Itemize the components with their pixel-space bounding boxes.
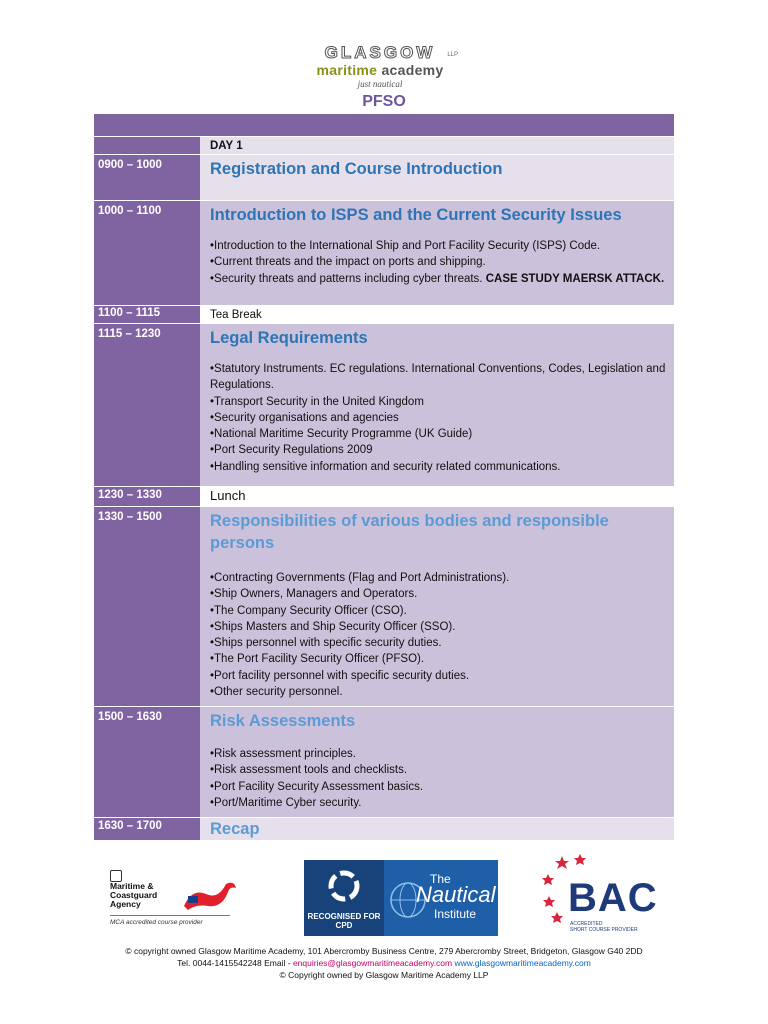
list-item: • Risk assessment principles. [210,746,666,762]
session-bullets [210,570,666,700]
session-title: Introduction to ISPS and the Current Security Issues [210,206,622,224]
list-item: • Security threats and patterns including cyber threats. CASE STUDY MAERSK ATTACK. [210,271,666,287]
footer-contact: Tel. 0044-1415542248 Email - enquiries@glasgowmaritimeacademy.com www.glasgowmaritimeacademy.com [177,958,591,968]
list-item: • Port facility personnel with specific security duties. [210,668,666,684]
session-cell [200,155,674,200]
session-cell [200,507,674,706]
list-item: • Ships Masters and Ship Security Officer (SSO). [210,619,666,635]
list-item: • The Port Facility Security Officer (PFSO). [210,651,666,667]
list-item: • Handling sensitive information and security related communications. [210,459,666,475]
list-item: • Introduction to the International Ship and Port Facility Security (ISPS) Code. [210,238,666,254]
email-link[interactable]: enquiries@glasgowmaritimeacademy.com [292,958,453,968]
session-cell [200,707,674,817]
footer-copyright: © Copyright owned by Glasgow Maritime Academy LLP [279,970,489,980]
list-item: • Port Security Regulations 2009 [210,442,666,458]
mca-subtitle: MCA accredited course provider [110,919,203,926]
table-row [94,200,674,305]
session-bullets [210,238,666,287]
time-cell: 1000 – 1100 [94,201,200,305]
table-row [94,506,674,706]
nautical-institute-logo [304,860,498,936]
day-label: DAY 1 [200,137,674,154]
table-row [94,305,674,323]
list-item: • Port Facility Security Assessment basics. [210,779,666,795]
table-row-day [94,136,674,154]
list-item: • Current threats and the impact on ports and shipping. [210,254,666,270]
time-cell: 1630 – 1700 [94,818,200,840]
session-title: Responsibilities of various bodies and responsible persons [210,512,609,552]
table-row [94,817,674,840]
session-label: Tea Break [200,306,674,323]
session-title: Legal Requirements [210,329,368,347]
red-ensign-icon [182,878,238,912]
time-cell: 1100 – 1115 [94,306,200,323]
bac-wordmark: BAC [568,876,658,920]
table-row [94,154,674,200]
session-title: Recap [210,820,260,838]
mca-logo [110,868,240,928]
session-title: Registration and Course Introduction [210,160,503,178]
session-bullets [210,746,666,811]
logo-subtitle: maritime academy [316,62,444,78]
footer-address: © copyright owned Glasgow Maritime Academy, 101 Abercromby Business Centre, 279 Abercromby Street, Bridgeton, Glasgow G40 2DD [125,946,643,956]
list-item: • National Maritime Security Programme (UK Guide) [210,426,666,442]
cpd-ring-icon [326,868,362,904]
table-row [94,486,674,506]
time-cell: 1500 – 1630 [94,707,200,817]
list-item: • The Company Security Officer (CSO). [210,603,666,619]
website-link[interactable]: www.glasgowmaritimeacademy.com [454,958,591,968]
time-cell: 1330 – 1500 [94,507,200,706]
course-schedule-table [94,114,674,840]
academy-logo [300,44,460,90]
list-item: • Transport Security in the United Kingdom [210,394,666,410]
list-item: • Ship Owners, Managers and Operators. [210,586,666,602]
logo-tagline: just nautical [357,79,403,89]
logo-wordmark: GLASGOW [324,43,436,62]
list-item: • Other security personnel. [210,684,666,700]
time-cell: 1115 – 1230 [94,324,200,486]
time-cell: 0900 – 1000 [94,155,200,200]
ni-institute: Institute [434,907,477,921]
time-cell-empty [94,137,200,154]
list-item: • Ships personnel with specific security duties. [210,635,666,651]
divider [110,915,230,916]
list-item: • Contracting Governments (Flag and Port Administrations). [210,570,666,586]
list-item: • Risk assessment tools and checklists. [210,762,666,778]
session-cell [200,324,674,486]
list-item: • Statutory Instruments. EC regulations. International Conventions, Codes, Legislation and Regulations. [210,361,666,394]
cpd-badge [304,860,384,936]
session-label: Lunch [200,487,674,506]
bac-subtitle: ACCREDITED SHORT COURSE PROVIDER [570,921,638,933]
session-cell [200,818,674,840]
bac-logo [540,854,670,934]
ni-nautical: Nautical [416,882,496,907]
logo-llp: LLP [447,52,458,58]
time-cell: 1230 – 1330 [94,487,200,506]
session-cell [200,201,674,305]
list-item: • Security organisations and agencies [210,410,666,426]
table-header-band [94,114,674,136]
session-bullets [210,361,666,475]
page-title: PFSO [362,93,406,110]
table-row [94,323,674,486]
table-row [94,706,674,817]
list-item: • Port/Maritime Cyber security. [210,795,666,811]
session-title: Risk Assessments [210,712,356,730]
mca-name: Maritime & Coastguard Agency [110,881,158,909]
ni-the: The [430,872,451,886]
cpd-label: RECOGNISED FOR CPD [307,912,381,930]
